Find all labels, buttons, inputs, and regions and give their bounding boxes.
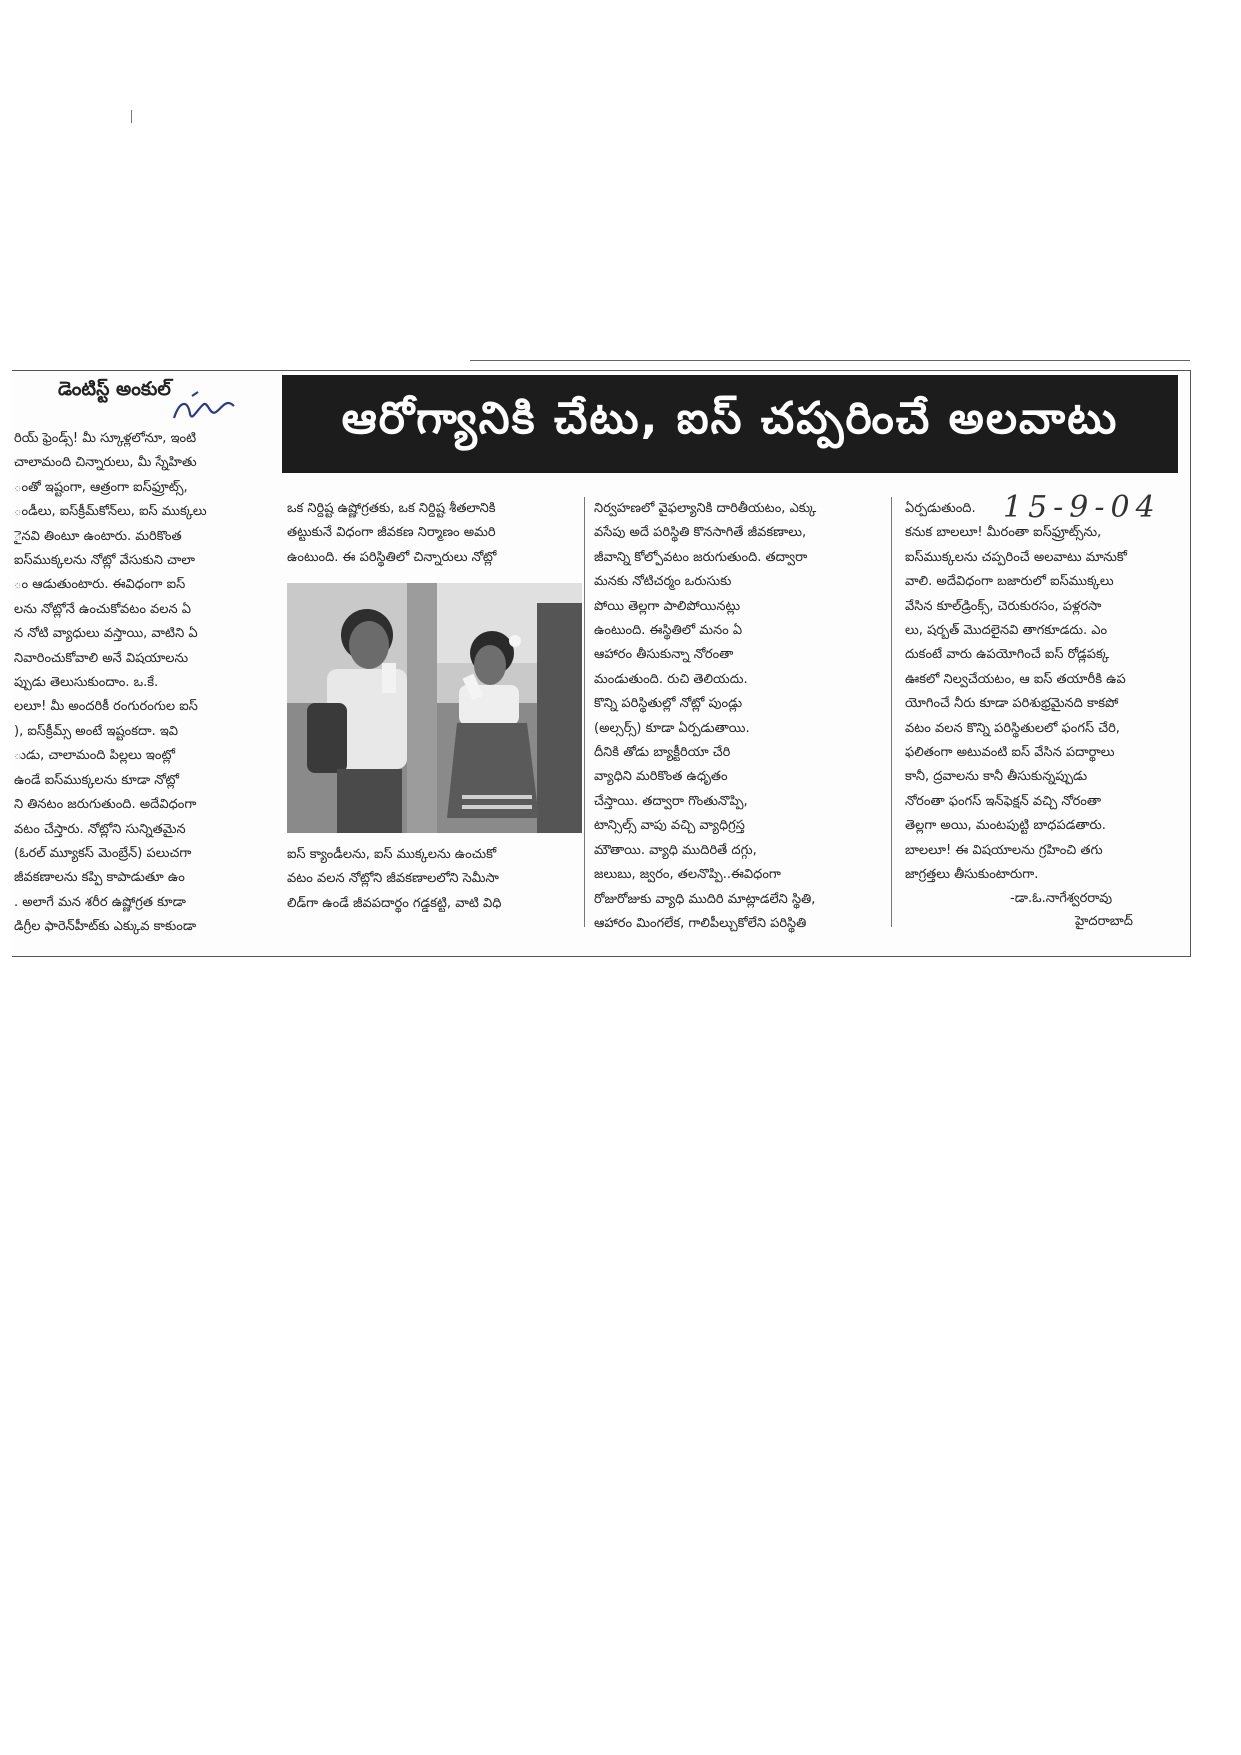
article-line: ఆహారం తీసుకున్నా నోరంతా (594, 647, 734, 663)
column-divider (584, 497, 585, 927)
article-line: కానీ, ద్రవాలను కానీ తీసుకున్నప్పుడు (905, 769, 1088, 785)
article-line: ఏర్పడుతుంది. (905, 501, 976, 516)
article-line: డిగ్రీల ఫారెన్‌హీట్‌కు ఎక్కువ కాకుండా (14, 919, 197, 935)
article-line: జాగ్రత్తలు తీసుకుంటారుగా. (905, 867, 1039, 883)
article-line: (ఓరల్ మ్యూకస్ మెంబ్రేన్) పలుచగా (14, 845, 192, 861)
handwritten-signature-icon (170, 390, 240, 426)
article-line: ైనవి తింటూ ఉంటారు. మరికొంత (14, 528, 182, 544)
article-line: ఐస్‌ముక్కలను చప్పరించే అలవాటు మానుకో (905, 549, 1127, 565)
article-line: లు, షర్బత్ మొదలైనవి తాగకూడదు. ఎం (905, 623, 1108, 639)
article-line: చాలామంది చిన్నారులు, మీ స్నేహితు (14, 455, 197, 471)
article-line: ం ఆడుతుంటారు. ఈవిధంగా ఐస్ (14, 577, 186, 593)
article-line: దుకంటే వారు ఉపయోగించే ఐస్ రోడ్లపక్క (905, 647, 1110, 663)
article-line: తట్టుకునే విధంగా జీవకణ నిర్మాణం అమరి (287, 525, 496, 541)
article-line: జీవకణాలను కప్పి కాపాడుతూ ఉం (14, 870, 185, 886)
article-line: ప్పుడు తెలుసుకుందాం. ఒ.కే. (14, 675, 159, 691)
article-line: జలుబు, జ్వరం, తలనొప్పి..ఈవిధంగా (594, 867, 781, 883)
article-line: జీవాన్ని కోల్పోవటం జరుగుతుంది. తద్వారా (594, 549, 808, 565)
headline: ఆరోగ్యానికి చేటు, ఐస్ చప్పరించే అలవాటు (341, 393, 1119, 444)
clipping-top-rule (470, 360, 1190, 361)
margin-tick-mark (131, 110, 132, 123)
article-line: ుడు, చాలామంది పిల్లలు ఇంట్లో (14, 748, 175, 764)
article-line: మండుతుంది. రుచి తెలియదు. (594, 671, 748, 687)
article-line: ఊకలో నిల్వచేయటం, ఆ ఐస్ తయారీకి ఉప (905, 671, 1126, 687)
handwritten-date: 15-9-04 (1003, 490, 1161, 525)
article-line: నివారించుకోవాలి అనే విషయాలను (14, 650, 189, 666)
article-line: వేసిన కూల్‌డ్రింక్స్, చెరుకురసం, పళ్లరసా (905, 598, 1102, 614)
article-line: మౌతాయి. వ్యాధి ముదిరితే దగ్గు, (594, 842, 757, 858)
article-line: ండీలు, ఐస్‌క్రీమ్‌కోన్‌లు, ఐస్ ముక్కలు (14, 504, 207, 520)
article-line: నిర్వహణలో వైఫల్యానికి దారితీయటం, ఎక్కు (594, 501, 817, 516)
article-line: పోయి తెల్లగా పాలిపోయినట్లు (594, 598, 741, 614)
article-line: లిడ్‌గా ఉండే జీవపదార్థం గడ్డకట్టి, వాటి విధి (287, 895, 502, 911)
article-line: ఆహారం మింగలేక, గాలిపీల్చుకోలేని పరిస్థితి (594, 915, 807, 931)
article-line: ఉండే ఐస్‌ముక్కలను కూడా నోట్లో (14, 772, 180, 788)
article-line: ని తినటం జరుగుతుంది. అదేవిధంగా (14, 797, 197, 813)
article-line: (అల్సర్స్) కూడా ఏర్పడుతాయి. (594, 720, 750, 736)
article-line: ఐస్‌ముక్కలను నోట్లో వేసుకుని చాలా (14, 553, 195, 569)
article-line: వటం చేస్తారు. నోట్లోని సున్నితమైన (14, 821, 186, 837)
article-line: ఉంటుంది. ఈ పరిస్థితిలో చిన్నారులు నోట్లో (287, 549, 497, 565)
article-line: వ్యాధిని మరికొంత ఉధృతం (594, 769, 728, 785)
children-eating-ice-photo (287, 583, 582, 833)
column-4 (905, 497, 1179, 888)
article-line: ), ఐస్‌క్రీమ్స్ అంటే ఇష్టంకదా. ఇవి (14, 723, 179, 739)
article-line: కనుక బాలలూ! మీరంతా ఐస్‌ఫ్రూట్స్‌ను, (905, 525, 1102, 541)
article-line: లలూ! మీ అందరికీ రంగురంగుల ఐస్ (14, 699, 198, 715)
author-byline: -డా.ఓ.నాగేశ్వరరావు (1010, 891, 1113, 906)
article-line: చేస్తాయి. తద్వారా గొంతునొప్పి, (594, 793, 748, 809)
article-line: ఫలితంగా అటువంటి ఐస్ వేసిన పదార్థాలు (905, 745, 1115, 761)
article-line: బాలలూ! ఈ విషయాలను గ్రహించి తగు (905, 842, 1103, 858)
author-place: హైదరాబాద్ (1075, 914, 1133, 929)
column-2-bottom (287, 843, 581, 916)
article-line: వాలి. అదేవిధంగా బజారులో ఐస్‌ముక్కలు (905, 574, 1114, 590)
column-heading: డెంటిస్ట్ అంకుల్ (58, 378, 171, 400)
article-line: యోగించే నీరు కూడా పరిశుభ్రమైనది కాకపో (905, 696, 1119, 712)
article-line: తెల్లగా అయి, మంటపుట్టి బాధపడతారు. (905, 818, 1106, 834)
article-line: వటం వలన నోట్లోని జీవకణాలలోని సెమీసా (287, 871, 499, 887)
article-line: న నోటి వ్యాధులు వస్తాయి, వాటిని ఏ (14, 626, 198, 642)
article-line: రియ్ ఫ్రెండ్స్! మీ స్కూళ్లలోనూ, ఇంటి (14, 431, 197, 446)
headline-banner (282, 375, 1178, 473)
article-line: టాన్సిల్స్ వాపు వచ్చి వ్యాధిగ్రస్త (594, 818, 745, 834)
article-line: రోజురోజుకు వ్యాధి ముదిరి మాట్లాడలేని స్థితి, (594, 891, 816, 907)
article-line: దీనికి తోడు బ్యాక్టీరియా చేరి (594, 745, 731, 761)
article-line: వసేపు అదే పరిస్థితి కొనసాగితే జీవకణాలు, (594, 525, 807, 541)
article-line: నోరంతా ఫంగస్ ఇన్‌ఫెక్షన్ వచ్చి నోరంతా (905, 793, 1102, 809)
column-3 (594, 497, 880, 936)
column-divider (891, 497, 892, 927)
article-line: మనకు నోటిచర్మం ఒరుసుకు (594, 574, 732, 590)
column-1 (14, 427, 268, 940)
article-line: ఐస్ క్యాండీలను, ఐస్ ముక్కలను ఉంచుకో (287, 847, 497, 862)
article-line: ఉంటుంది. ఈస్థితిలో మనం ఏ (594, 623, 743, 639)
article-line: కొన్ని పరిస్థితుల్లో నోట్లో పుండ్లు (594, 696, 743, 712)
article-line: . అలాగే మన శరీర ఉష్ణోగ్రత కూడా (14, 894, 186, 910)
article-line: ంతో ఇష్టంగా, ఆత్రంగా ఐస్‌ఫ్రూట్స్, (14, 479, 188, 495)
article-line: వటం వలన కొన్ని పరిస్థితులలో ఫంగస్ చేరి, (905, 720, 1120, 736)
column-2-top (287, 497, 581, 570)
article-line: లను నోట్లోనే ఉంచుకోవటం వలన ఏ (14, 601, 192, 617)
article-line: ఒక నిర్దిష్ట ఉష్ణోగ్రతకు, ఒక నిర్దిష్ట శీతలానికి (287, 501, 496, 516)
